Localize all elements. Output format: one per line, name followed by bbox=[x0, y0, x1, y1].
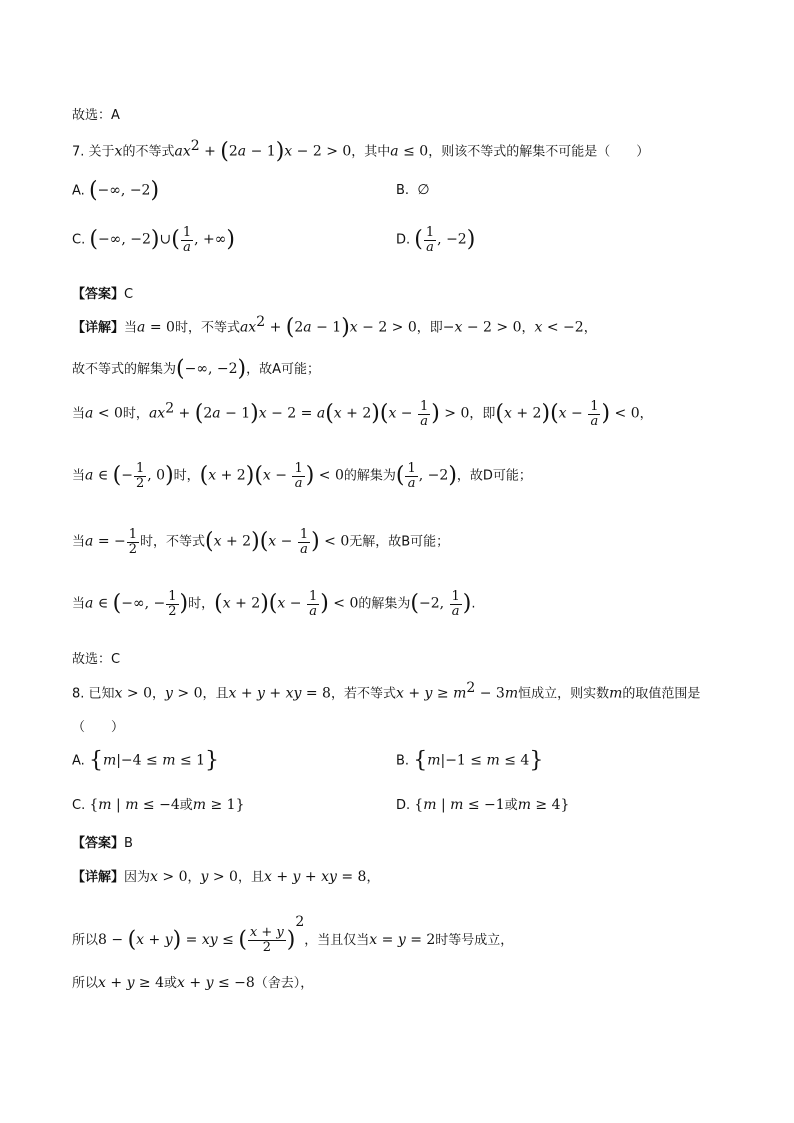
detail-text: 当 bbox=[72, 468, 86, 484]
detail-text: 时，不等式 bbox=[174, 320, 240, 336]
q8-answer bbox=[72, 832, 133, 851]
detail-text: 当 bbox=[72, 596, 86, 612]
answer-value: C bbox=[124, 287, 134, 302]
q7-detail-2: 故不等式的解集为(−∞, −2)，故A可能； bbox=[72, 356, 321, 382]
q7-detail-1: 【详解】当a = 0时，不等式$ax^2 + (2a - 1)x - 2 > 0$，即−x − 2 > 0，x < −2， bbox=[72, 314, 597, 340]
q7-final-answer: 故选：C bbox=[72, 652, 121, 667]
q7-detail-6: 当a ∈ (−∞, − $\frac{1}{2}$ )时，(x + 2)(x − $\frac{1}{a}$ ) < 0的解集为(−2, $\frac{1}{a}$ ). bbox=[72, 589, 476, 619]
option-label: A. bbox=[72, 183, 85, 199]
q7-answer bbox=[72, 283, 133, 302]
detail-text: 时，不等式 bbox=[140, 534, 206, 550]
option-label: C. bbox=[72, 232, 86, 248]
detail-text: . bbox=[471, 596, 476, 612]
detail-text: ，故D可能； bbox=[456, 468, 532, 484]
detail-text: 时， bbox=[188, 596, 215, 612]
q7-option-c: C. (−∞, −2)∪( $\frac{1}{a}$ , +∞) bbox=[72, 225, 235, 255]
detail-text: ， bbox=[187, 870, 201, 885]
q8-stem-text: 恒成立，则实数 bbox=[518, 686, 610, 702]
detail-text: 所以 bbox=[72, 976, 99, 991]
q7-option-b: B. ∅ bbox=[396, 182, 430, 198]
q7-option-d: D. ( $\frac{1}{a}$ , −2) bbox=[396, 225, 476, 255]
detail-text: 的解集为 bbox=[358, 596, 411, 612]
detail-label: 【详解】 bbox=[72, 320, 125, 336]
detail-text: ，当且仅当 bbox=[304, 933, 370, 948]
answer-value: B bbox=[124, 836, 133, 851]
q7-stem: 7. 关于x的不等式$ax^2 + (2a - 1)x - 2 > 0$，其中a ≤ 0，则该不等式的解集不可能是（ ） bbox=[72, 138, 650, 164]
q8-stem-text: ，若不等式 bbox=[330, 686, 396, 702]
q8-stem-paren: （ ） bbox=[72, 720, 125, 735]
detail-text: 当 bbox=[72, 534, 86, 550]
q8-option-d: D. {m | m ≤ −1或m ≥ 4} bbox=[396, 797, 570, 813]
detail-text: ， bbox=[366, 870, 380, 885]
q7-detail-5: 当a = − $\frac{1}{2}$ 时，不等式(x + 2)(x − $\frac{1}{a}$ ) < 0无解，故B可能； bbox=[72, 527, 450, 557]
detail-text: ，即 bbox=[469, 406, 496, 422]
q8-detail-1: 【详解】因为x > 0，y > 0，且x + y + xy = 8， bbox=[72, 869, 380, 885]
detail-text: 因为 bbox=[124, 870, 151, 885]
q7-detail-3: 当a < 0时，$ax^2 + (2a - 1)x - 2 = a(x + 2)(x$ − $\frac{1}{a}$ ) > 0，即(x + 2)(x − $\frac{1}{a}$ ) < 0， bbox=[72, 399, 653, 429]
q8-stem-text: ，且 bbox=[202, 686, 229, 702]
option-label: B. bbox=[396, 753, 410, 769]
q7-stem-text: 的不等式 bbox=[122, 144, 175, 160]
q8-number: 8. 已知 bbox=[72, 686, 115, 702]
option-text: 或 bbox=[179, 798, 193, 813]
detail-text: 当 bbox=[124, 320, 138, 336]
q8-stem-text: ， bbox=[152, 686, 166, 702]
q7-detail-4: 当a ∈ (− $\frac{1}{2}$ , 0)时，(x + 2)(x − $\frac{1}{a}$ ) < 0的解集为( $\frac{1}{a}$ , −2)，故D可能； bbox=[72, 461, 532, 491]
q7-stem-text: ，其中 bbox=[351, 144, 391, 160]
detail-text: ，故A可能； bbox=[246, 362, 321, 377]
option-text: 或 bbox=[504, 798, 518, 813]
detail-text: 时， bbox=[122, 406, 149, 422]
q7-option-a: A. (−∞, −2) bbox=[72, 178, 160, 203]
q8-detail-3: 所以x + y ≥ 4或x + y ≤ −8（舍去）， bbox=[72, 975, 314, 991]
q8-stem-text: 的取值范围是 bbox=[622, 686, 701, 702]
q8-option-c: C. {m | m ≤ −4或m ≥ 1} bbox=[72, 797, 245, 813]
detail-text: 或 bbox=[164, 976, 178, 991]
detail-text: 当 bbox=[72, 406, 86, 422]
option-label: C. bbox=[72, 798, 86, 813]
q8-detail-2: 所以8 − (x + y) = xy ≤ ( $\frac{x + y}{2}$ )$^2$，当且仅当x = y = 2时等号成立， bbox=[72, 914, 514, 955]
q8-option-b: B. {m|−1 ≤ m ≤ 4} bbox=[396, 748, 544, 773]
detail-text: 时， bbox=[173, 468, 200, 484]
detail-text: （舍去）， bbox=[254, 976, 314, 991]
detail-text: ，且 bbox=[237, 870, 264, 885]
detail-label: 【详解】 bbox=[72, 870, 125, 885]
option-label: B. bbox=[396, 183, 410, 198]
q7-stem-text: ，则该不等式的解集不可能是（ ） bbox=[428, 144, 650, 160]
option-label: A. bbox=[72, 753, 85, 769]
detail-text: 所以 bbox=[72, 933, 99, 948]
detail-text: 故不等式的解集为 bbox=[72, 362, 177, 377]
answer-label: 【答案】 bbox=[72, 836, 125, 851]
q7-number: 7. 关于 bbox=[72, 144, 115, 160]
option-label: D. bbox=[396, 232, 411, 248]
detail-text: ， bbox=[639, 406, 653, 422]
option-label: D. bbox=[396, 798, 411, 813]
detail-text: 时等号成立， bbox=[435, 933, 514, 948]
q8-option-a: A. {m|−4 ≤ m ≤ 1} bbox=[72, 748, 220, 773]
detail-text: 无解，故B可能； bbox=[349, 534, 450, 550]
answer-label: 【答案】 bbox=[72, 287, 125, 302]
detail-text: 的解集为 bbox=[343, 468, 396, 484]
detail-text: ，即 bbox=[416, 320, 443, 336]
q8-stem: 8. 已知x > 0，y > 0，且x + y + xy = 8，若不等式$x + y \ge m^2 - 3m$恒成立，则实数m的取值范围是 bbox=[72, 680, 701, 702]
q6-final-answer: 故选：A bbox=[72, 108, 120, 123]
detail-text: ， bbox=[521, 320, 535, 336]
